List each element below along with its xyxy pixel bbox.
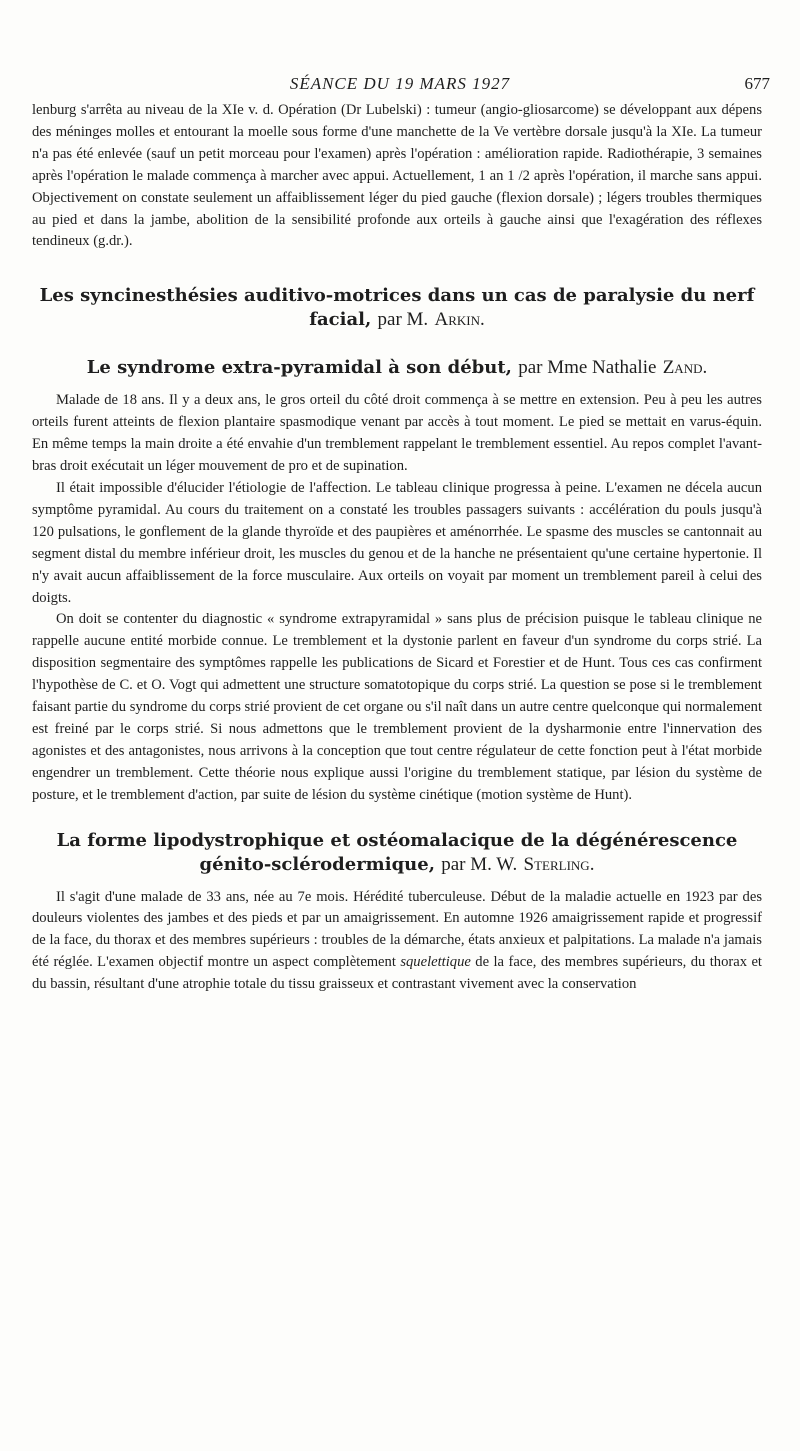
paragraph: On doit se contenter du diagnostic « syndrome extrapyramidal » sans plus de précision puisque le tableau clinique ne rappelle aucune entité morbide connue. Le tremblement et la dystonie parlent en faveur d'un syndrome du corps strié. La disposition segmentaire des symptômes rappelle les publications de Sicard et Forestier et de Hunt. Tous ces cas confirment l'hypothèse de C. et O. Vogt qui admettent une structure somatotopique du corps strié. La question se pose si le tremblement faisant partie du syndrome du corps strié provient de cet organe ou s'il naît dans un autre centre quelconque qui normalement est freiné par le corps strié. Si nous admettons que le tremblement provient de la dysharmonie entre l'innervation des agonistes et des antagonistes, nous arrivons à la conception que tout centre régulateur de cette fonction peut à l'état morbide engendrer un tremblement. Cette théorie nous explique aussi l'origine du tremblement statique, par lésion du système de posture, et le tremblement d'action, par suite de lésion du système cinétique (motion système de Hunt). [32,611,762,803]
paragraph [32,887,762,997]
italic-term: squelettique [400,954,471,971]
running-title: SÉANCE DU 19 MARS 1927 [289,74,511,93]
article-body [32,100,762,996]
section-author: Sterling. [523,853,595,875]
section-title-sterling [32,829,762,877]
section-author: Arkin. [434,309,485,331]
paragraph: Il était impossible d'élucider l'étiologie de l'affection. Le tableau clinique progressa à peine. L'examen ne décela aucun symptôme pyramidal. Au cours du traitement on a constaté les troubles passagers suivants : accélération du pouls jusqu'à 120 pulsations, le gonflement de la glande thyroïde et des paupières et aménorrhée. Le spasme des muscles se cantonnait au segment distal du membre inférieur droit, les muscles du genou et de la hanche ne présentaient qu'une certaine hypertonie. Il n'y avait aucun affaiblissement de la force musculaire. Aux orteils on voyait par moment un tremblement pareil à celui des doigts. [32,479,762,606]
paragraph-text: de la face, des membres supérieurs, du thorax et du bassin, résultant d'une atrophie totale du tissu graisseux et contrastant vivement avec la conservation [32,954,762,993]
continuation-paragraph: lenburg s'arrêta au niveau de la XIe v. d. Opération (Dr Lubelski) : tumeur (angio-gliosarcome) se développant aux dépens des méninges molles et entourant la moelle sous forme d'une manchette de la Ve vertèbre dorsale jusqu'à la XIe. La tumeur n'a pas été enlevée (sauf un petit morceau pour l'examen) après l'opération : amélioration rapide. Radiothérapie, 3 semaines après l'opération le malade commença à marcher avec appui. Actuellement, 1 an 1 /2 après l'opération, il marche sans appui. Objectivement on constate seulement un affaiblissement léger du pied gauche (flexion dorsale) ; légers troubles thermiques au pied et dans la jambe, abolition de la sensibilité profonde aux orteils à gauche ainsi que l'exagération des réflexes tendineux (g.dr.). [32,102,762,250]
section-title-text: La forme lipodystrophique et ostéomalacique de la dégénérescence génito-sclérodermique, [56,829,738,875]
section-author: Zand. [662,357,708,379]
section-title-zand [32,356,762,380]
section-title-arkin [32,284,762,332]
paragraph-text: Il s'agit d'une malade de 33 ans, née au 7e mois. Hérédité tuberculeuse. Début de la maladie actuelle en 1923 par des douleurs violentes des jambes et des pieds et par un amaigrissement. En automne 1926 amaigrissement rapide et progressif de la face, du thorax et des membres supérieurs : troubles de la démarche, états anxieux et palpitations. La malade n'a jamais été réglée. L'examen objectif montre un aspect complètement [32,888,762,971]
section-by: par M. W. [441,853,518,875]
section-by: par Mme Nathalie [518,357,657,379]
section-by: par M. [377,309,429,331]
page-header [30,74,770,98]
page-number: 677 [744,74,770,93]
section-title-text: Les syncinesthésies auditivo-motrices dans un cas de paralysie du nerf facial, [39,285,755,331]
section-title-text: Le syndrome extra-pyramidal à son début, [86,357,512,379]
paragraph: Malade de 18 ans. Il y a deux ans, le gros orteil du côté droit commença à se mettre en extension. Peu à peu les autres orteils furent atteints de flexion plantaire spasmodique venant par accès à tout moment. Le pied se mettait en varus-équin. En même temps la main droite a été envahie d'un tremblement rappelant le tremblement essentiel. Au repos complet l'avant-bras droit exécutait un léger mouvement de pro et de supination. [32,392,762,475]
